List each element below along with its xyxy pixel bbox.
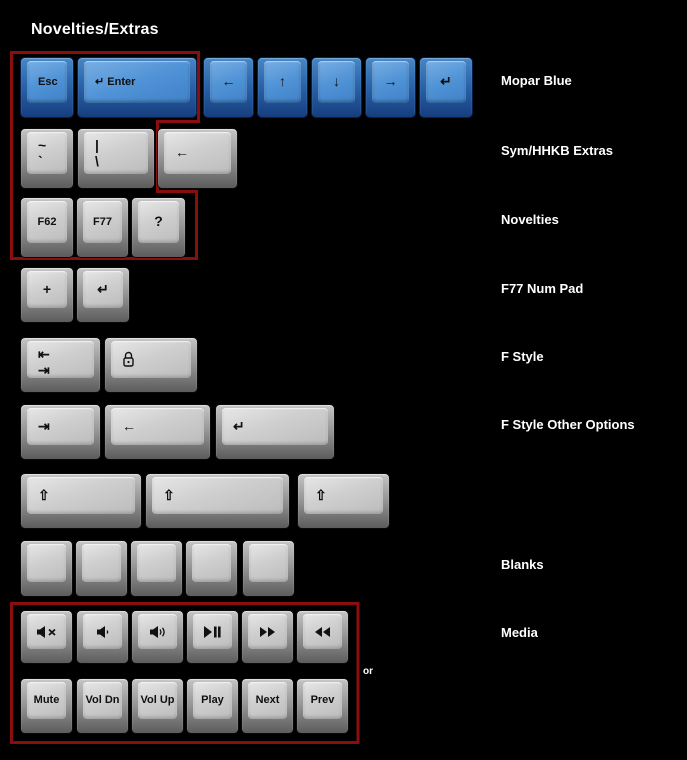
- keycap-face: [372, 61, 409, 103]
- key-legend: Prev: [310, 694, 335, 707]
- return-key: [419, 57, 473, 118]
- keycap-face: [210, 61, 247, 103]
- row-label-f-style: F Style: [501, 349, 544, 364]
- keycap-face: [304, 477, 383, 514]
- lock-key: [104, 337, 198, 393]
- row-label-f-style-other: F Style Other Options: [501, 417, 635, 432]
- tab-key: [20, 404, 101, 460]
- key-legend: ⇧: [315, 486, 327, 503]
- next-text-key: [241, 678, 294, 734]
- keycap-face: [138, 682, 177, 719]
- blank-key: [130, 540, 183, 597]
- blank-key: [75, 540, 128, 597]
- keycap-face: [27, 614, 66, 649]
- key-legend: ↓: [333, 73, 340, 90]
- key-legend: F77: [93, 215, 112, 228]
- key-legend: `: [38, 153, 43, 170]
- vol-up-text-key: [131, 678, 184, 734]
- keycap-face: [303, 614, 342, 649]
- lock-icon: [122, 351, 135, 368]
- key-legend: ⇧: [38, 486, 50, 503]
- key-legend: Mute: [33, 694, 60, 707]
- keycap-face: [264, 61, 301, 103]
- volume-down-key: [76, 610, 129, 664]
- page-title: Novelties/Extras: [31, 21, 159, 38]
- keycap-face: [248, 614, 287, 649]
- question-mark-key: [131, 197, 186, 258]
- key-legend: ←: [175, 144, 189, 161]
- row-label-mopar-blue: Mopar Blue: [501, 73, 572, 88]
- key-legend: ↑: [279, 73, 286, 90]
- keycap-face: [222, 408, 328, 445]
- key-legend: ⇥: [38, 362, 50, 379]
- key-legend: ←: [221, 73, 236, 90]
- blank-key: [20, 540, 73, 597]
- row-label-f77-numpad: F77 Num Pad: [501, 281, 584, 296]
- tilde-backtick-key: [20, 128, 74, 189]
- prev-icon: [314, 625, 331, 639]
- keycap-face: [83, 682, 122, 719]
- keycap-face: [27, 132, 67, 174]
- keycap-face: [303, 682, 342, 719]
- keycap-face: [27, 201, 67, 243]
- keycap-face: [27, 408, 94, 445]
- keycap-face: [111, 341, 191, 378]
- key-legend: ⇤: [38, 346, 50, 362]
- row-label-sym-hhkb: Sym/HHKB Extras: [501, 143, 613, 158]
- key-legend: ⇥: [38, 417, 50, 434]
- prev-track-key: [296, 610, 349, 664]
- keycap-face: [164, 132, 231, 174]
- enter-key: [77, 57, 197, 118]
- key-legend: ⇧: [163, 486, 175, 503]
- key-legend: ↵: [97, 280, 109, 297]
- volume-up-key: [131, 610, 184, 664]
- play-text-key: [186, 678, 239, 734]
- next-track-key: [241, 610, 294, 664]
- keycap-face: [426, 61, 466, 103]
- keycap-face: [83, 201, 122, 243]
- key-legend: ↵: [440, 73, 452, 90]
- keycap-face: [192, 544, 231, 582]
- row-label-blanks: Blanks: [501, 557, 544, 572]
- key-legend: Vol Dn: [85, 694, 120, 707]
- prev-text-key: [296, 678, 349, 734]
- play-pause-key: [186, 610, 239, 664]
- key-legend: ←: [122, 417, 136, 434]
- key-legend: Esc: [38, 75, 58, 88]
- keycap-face: [27, 477, 135, 514]
- keycap-face: [137, 544, 176, 582]
- key-legend: ?: [154, 213, 163, 230]
- numpad-plus-key: [20, 267, 74, 323]
- row-label-media: Media: [501, 625, 538, 640]
- arrow-left-key: [203, 57, 254, 118]
- key-legend: Next: [255, 694, 280, 707]
- key-legend: +: [42, 280, 52, 297]
- keycap-face: [82, 544, 121, 582]
- shift-225u-key: [20, 473, 142, 529]
- keycap-face: [83, 614, 122, 649]
- row-label-novelties: Novelties: [501, 212, 559, 227]
- key-legend: ↵ Enter: [95, 75, 136, 88]
- keycap-face: [138, 201, 179, 243]
- keycap-face: [27, 271, 67, 308]
- key-legend: ~: [38, 137, 47, 153]
- numpad-enter-key: [76, 267, 130, 323]
- key-legend: ↵: [233, 417, 245, 434]
- keycap-face: [27, 61, 67, 103]
- keycap-face: [84, 61, 190, 103]
- next-icon: [259, 625, 276, 639]
- backtab-tab-key: [20, 337, 101, 393]
- keycap-face: [84, 132, 148, 174]
- blank-key: [185, 540, 238, 597]
- key-legend: F62: [37, 215, 57, 228]
- arrow-up-key: [257, 57, 308, 118]
- play-pause-icon: [203, 625, 222, 639]
- keycap-face: [152, 477, 283, 514]
- key-legend: \: [95, 153, 99, 170]
- or-label: or: [363, 666, 373, 677]
- key-legend: |: [95, 137, 99, 153]
- pipe-backslash-key: [77, 128, 155, 189]
- keycap-face: [27, 682, 66, 719]
- esc-key: [20, 57, 74, 118]
- keycap-face: [249, 544, 288, 582]
- shift-175u-key: [297, 473, 390, 529]
- keycap-face: [318, 61, 355, 103]
- backspace-arrow-key: [157, 128, 238, 189]
- vol-down-icon: [96, 625, 110, 639]
- wide-return-key: [215, 404, 335, 460]
- keycap-face: [111, 408, 204, 445]
- keycap-face: [27, 544, 66, 582]
- keycap-face: [193, 614, 232, 649]
- keycap-face: [193, 682, 232, 719]
- mute-key: [20, 610, 73, 664]
- f77-key: [76, 197, 129, 258]
- key-legend: Vol Up: [140, 694, 175, 707]
- vol-up-icon: [149, 625, 167, 639]
- mute-icon: [36, 625, 58, 639]
- keycap-face: [138, 614, 177, 649]
- key-legend: Play: [201, 694, 224, 707]
- key-legend: →: [383, 73, 398, 90]
- wide-backspace-key: [104, 404, 211, 460]
- shift-275u-key: [145, 473, 290, 529]
- arrow-down-key: [311, 57, 362, 118]
- keycap-face: [248, 682, 287, 719]
- vol-dn-text-key: [76, 678, 129, 734]
- keycap-face: [83, 271, 123, 308]
- blank-key: [242, 540, 295, 597]
- keycap-face: [27, 341, 94, 378]
- f62-key: [20, 197, 74, 258]
- mute-text-key: [20, 678, 73, 734]
- arrow-right-key: [365, 57, 416, 118]
